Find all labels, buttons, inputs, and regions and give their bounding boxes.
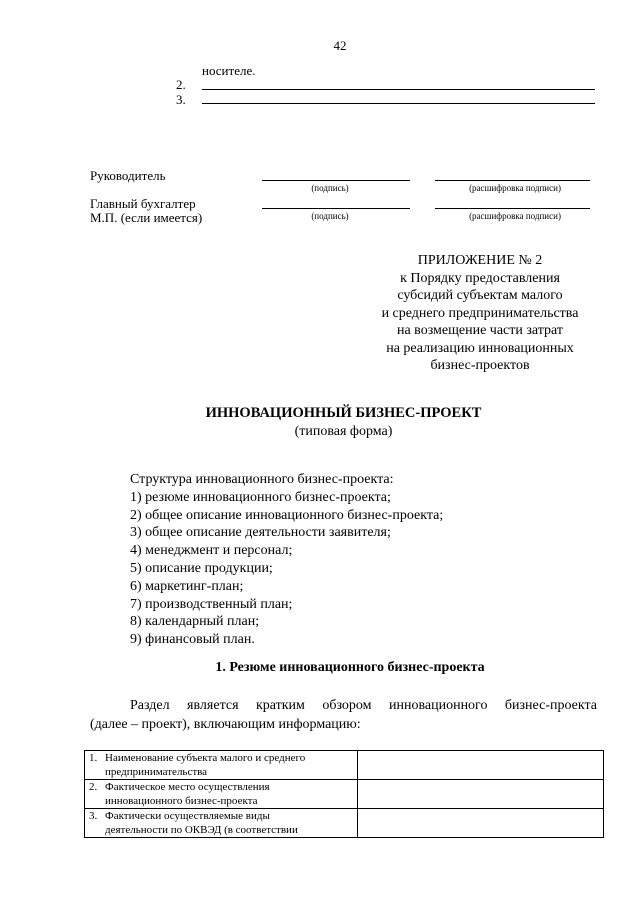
accountant-decoding-line xyxy=(435,208,590,209)
appendix-line: субсидий субъектам малого xyxy=(397,288,563,303)
row-number: 1. xyxy=(89,752,98,764)
row-number: 3. xyxy=(89,810,98,822)
row-label: Фактическое место осуществления xyxy=(105,781,270,793)
info-table xyxy=(84,750,604,838)
appendix-line: ПРИЛОЖЕНИЕ № 2 xyxy=(417,253,543,268)
list-item-2-number: 2. xyxy=(176,77,186,92)
document-title: ИННОВАЦИОННЫЙ БИЗНЕС-ПРОЕКТ xyxy=(205,405,482,421)
list-item-3-number: 3. xyxy=(176,92,186,107)
head-signature-line xyxy=(262,180,410,181)
structure-item: 8) календарный план; xyxy=(130,614,260,630)
accountant-label: Главный бухгалтер xyxy=(90,196,196,211)
row-number: 2. xyxy=(89,781,98,793)
row-label: Наименование субъекта малого и среднего xyxy=(105,752,306,764)
table-label-cell xyxy=(85,780,358,809)
head-decoding-line xyxy=(435,180,590,181)
row-label: инновационного бизнес-проекта xyxy=(105,795,258,807)
structure-item: 7) производственный план; xyxy=(130,596,293,612)
structure-item: 2) общее описание инновационного бизнес-проекта; xyxy=(130,507,444,523)
appendix-header xyxy=(360,252,600,375)
list-continuation: носителе. xyxy=(202,63,256,78)
accountant-signature-caption: (подпись) xyxy=(311,211,349,221)
list-item-2-line xyxy=(202,89,595,90)
row-label: Фактически осуществляемые виды xyxy=(105,810,270,822)
table-row xyxy=(85,751,604,780)
structure-item: 4) менеджмент и персонал; xyxy=(130,543,293,559)
structure-item: 3) общее описание деятельности заявителя; xyxy=(130,525,391,541)
section-paragraph-line: Раздел является кратким обзором инновационного бизнес-проекта xyxy=(130,698,597,713)
appendix-line: на возмещение части затрат xyxy=(396,323,564,338)
appendix-line: к Порядку предоставления xyxy=(400,270,560,286)
appendix-line: на реализацию инновационных xyxy=(386,340,574,356)
appendix-line: бизнес-проектов xyxy=(430,358,530,373)
structure-list xyxy=(130,471,443,649)
head-signature-caption: (подпись) xyxy=(311,183,349,193)
section-paragraph-line: (далее – проект), включающим информацию: xyxy=(90,717,361,732)
head-label: Руководитель xyxy=(90,168,166,183)
table-value-cell[interactable] xyxy=(358,780,604,809)
structure-heading: Структура инновационного бизнес-проекта: xyxy=(130,472,394,487)
table-label-cell xyxy=(85,809,358,838)
section-heading: 1. Резюме инновационного бизнес-проекта xyxy=(215,660,485,675)
structure-item: 9) финансовый план. xyxy=(130,632,255,648)
table-label-cell xyxy=(85,751,358,780)
seal-label: М.П. (если имеется) xyxy=(90,210,203,225)
table-row xyxy=(85,780,604,809)
row-label: деятельности по ОКВЭД (в соответствии xyxy=(105,824,298,836)
table-row xyxy=(85,809,604,838)
head-decoding-caption: (расшифровка подписи) xyxy=(469,183,561,193)
document-subtitle: (типовая форма) xyxy=(294,424,393,439)
list-item-3-line xyxy=(202,103,595,104)
accountant-signature-line xyxy=(262,208,410,209)
page-number: 42 xyxy=(333,38,347,53)
table-value-cell[interactable] xyxy=(358,751,604,780)
structure-item: 6) маркетинг-план; xyxy=(130,578,244,594)
appendix-line: и среднего предпринимательства xyxy=(381,305,579,321)
table-value-cell[interactable] xyxy=(358,809,604,838)
row-label: предпринимательства xyxy=(105,766,208,778)
structure-item: 1) резюме инновационного бизнес-проекта; xyxy=(130,489,391,505)
accountant-decoding-caption: (расшифровка подписи) xyxy=(469,211,561,221)
structure-item: 5) описание продукции; xyxy=(130,560,273,576)
